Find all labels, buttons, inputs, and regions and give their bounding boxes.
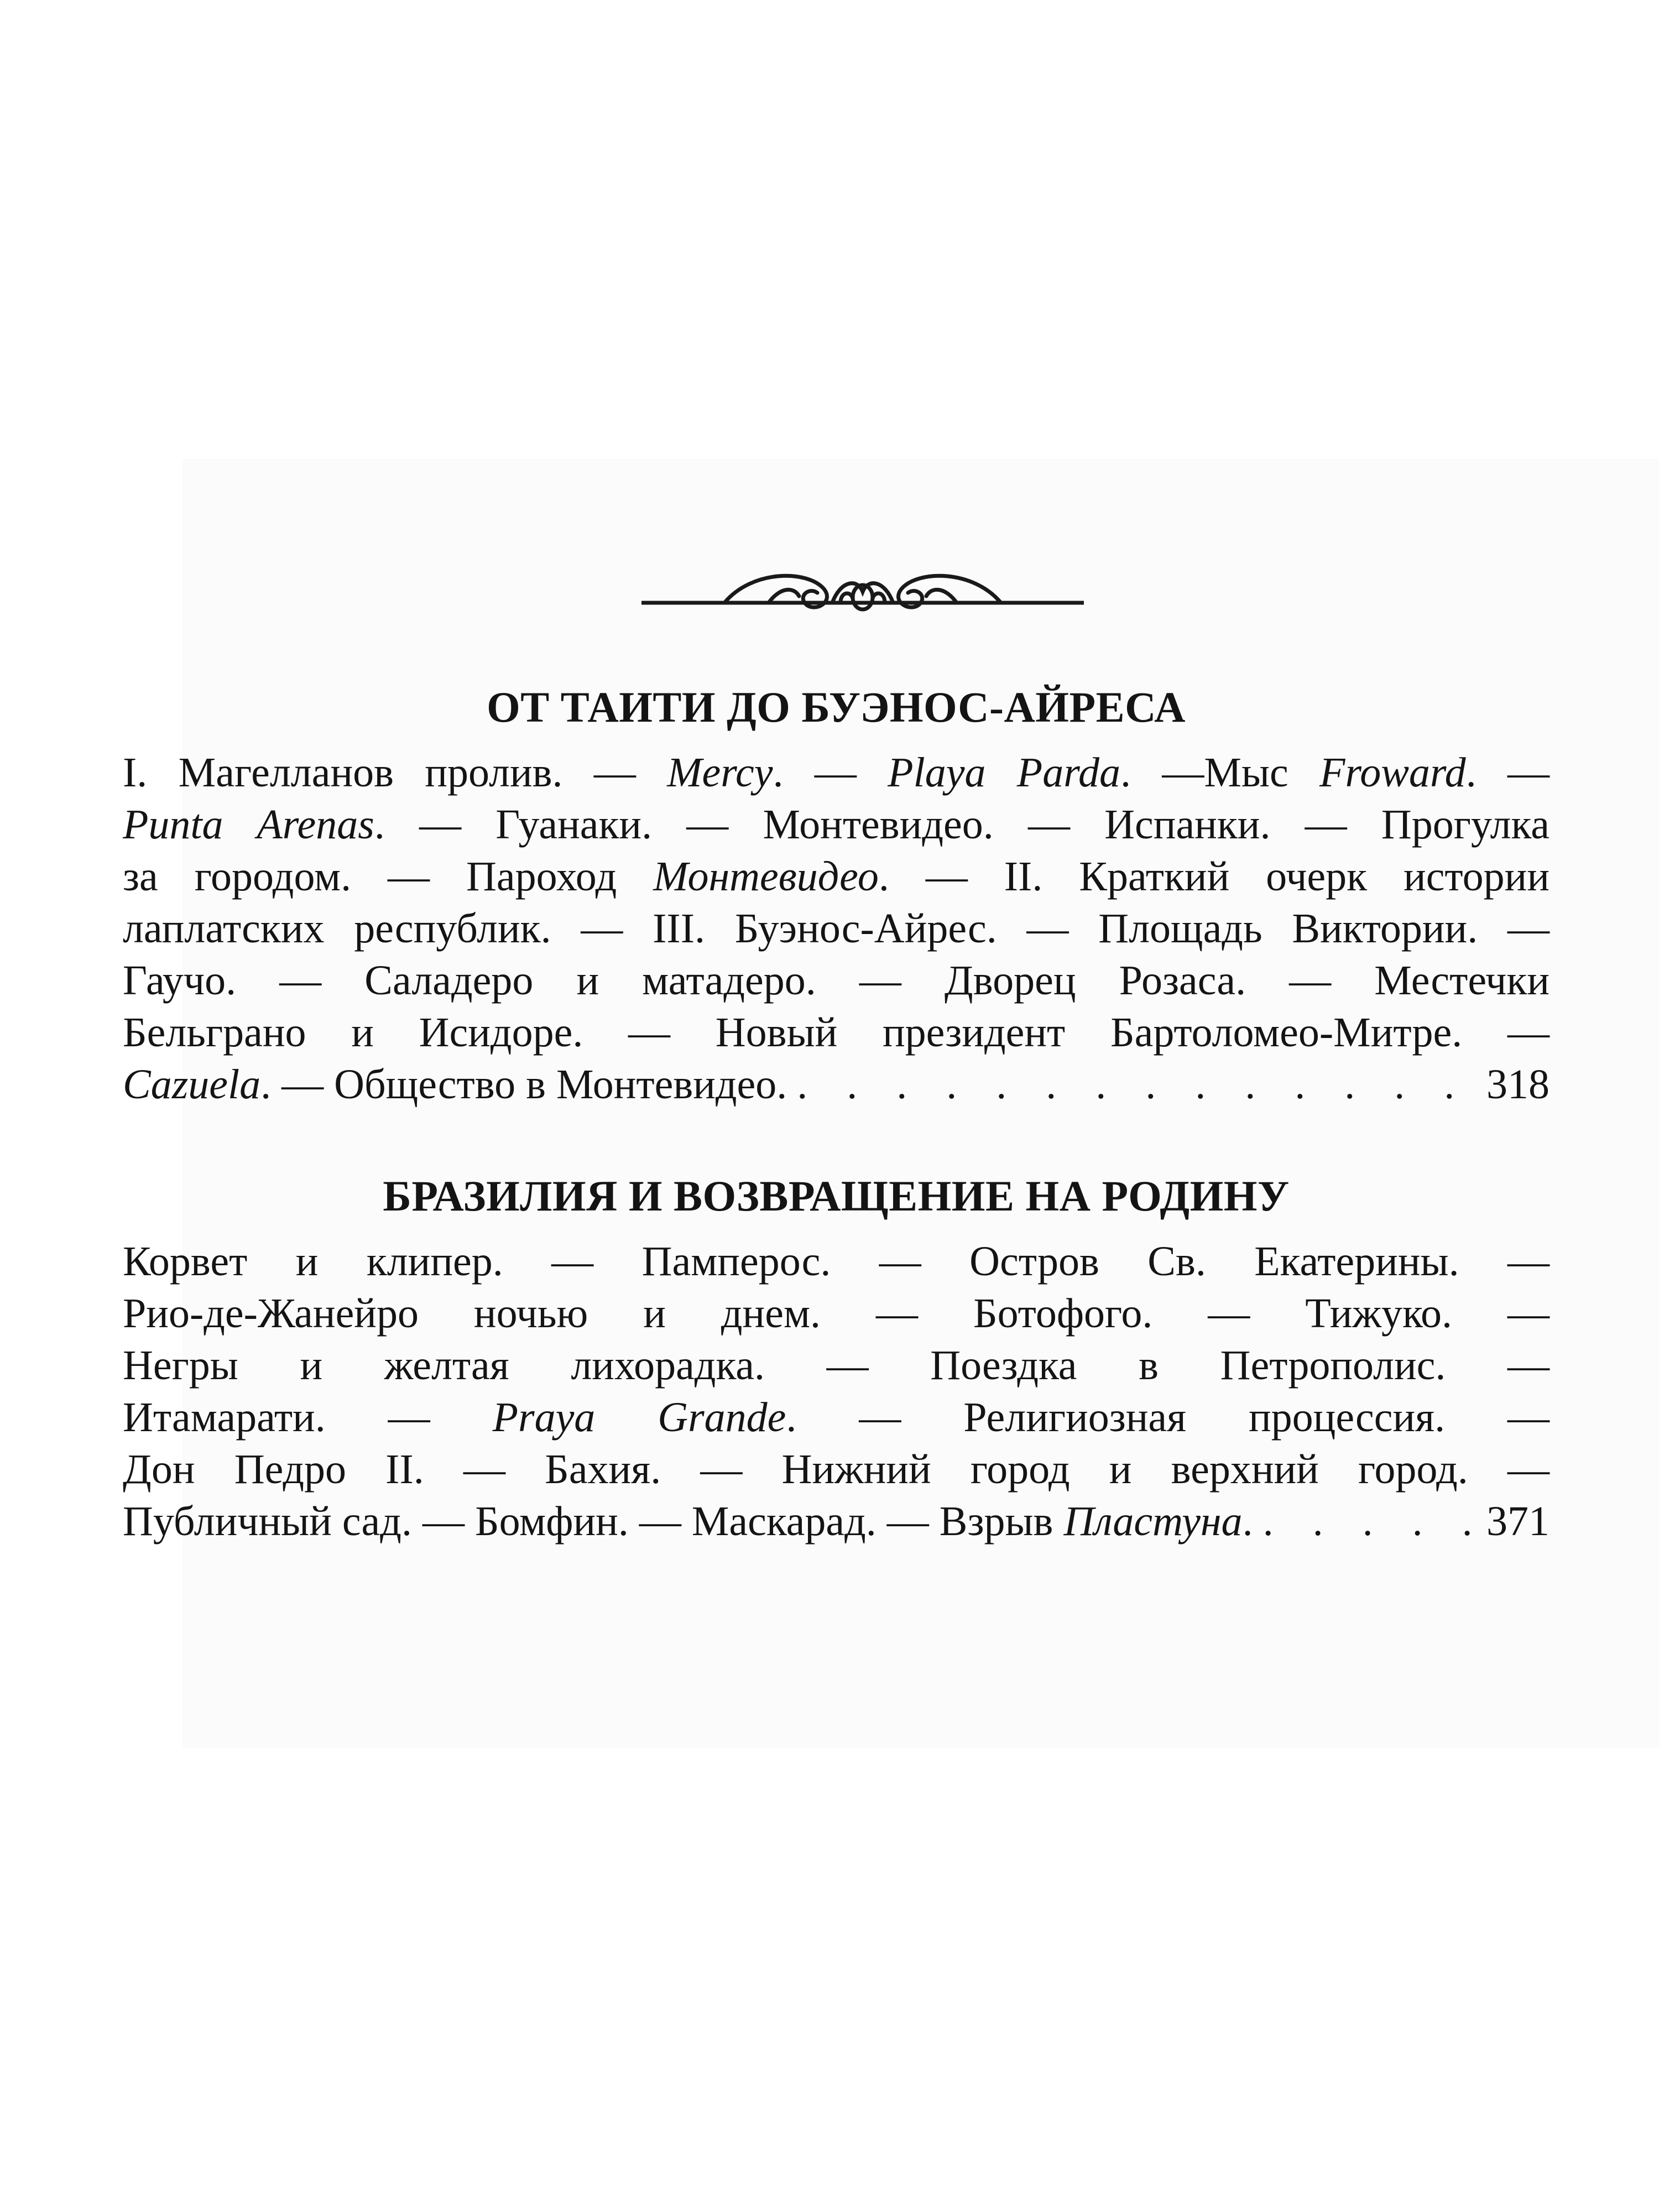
italic-term: Froward (1319, 749, 1466, 796)
table-of-contents (123, 675, 1550, 1547)
italic-term: Mercy (667, 749, 773, 796)
entry-last-text: Публичный сад. — Бомфин. — Маскарад. — Взрыв Пластуна. (123, 1498, 1253, 1545)
italic-term: Монтевидео (653, 853, 879, 900)
italic-term: Cazuela (123, 1061, 261, 1108)
leader-dots (797, 1058, 1477, 1110)
leader-dots (1263, 1495, 1477, 1547)
toc-entry (123, 747, 1550, 1110)
entry-line: Корвет и клипер. — Памперос. — Остров Св. Екатерины. — (123, 1238, 1550, 1285)
scroll-flourish-icon (641, 547, 1084, 630)
entry-last-text: Cazuela. — Общество в Монтевидео. (123, 1061, 787, 1108)
entry-line: Бельграно и Исидоре. — Новый президент Бартоломео-Митре. — (123, 1009, 1550, 1056)
section-title: ОТ ТАИТИ ДО БУЭНОС-АЙРЕСА (487, 683, 1186, 731)
entry-line: Гаучо. — Саладеро и матадеро. — Дворец Розаса. — Местечки (123, 957, 1550, 1004)
toc-entry (123, 1235, 1550, 1547)
entry-line: Рио-де-Жанейро ночью и днем. — Ботофого. — Тижуко. — (123, 1290, 1550, 1337)
page-number[interactable]: 318 (1486, 1061, 1550, 1108)
italic-term: Playa Parda (888, 749, 1120, 796)
entry-line: Punta Arenas. — Гуанаки. — Монтевидео. — Испанки. — Прогулка (123, 801, 1550, 848)
entry-last-line (123, 1058, 1550, 1110)
entry-line: Негры и желтая лихорадка. — Поездка в Петрополис. — (123, 1342, 1550, 1389)
italic-term: Punta Arenas (123, 801, 374, 848)
entry-line: Дон Педро II. — Бахия. — Нижний город и верхний город. — (123, 1446, 1550, 1493)
entry-line: I. Магелланов пролив. — Mercy. — Playa Parda. —Мыс Froward. — (123, 749, 1550, 796)
italic-term: Praya Grande (492, 1394, 786, 1441)
entry-line: Итамарати. — Praya Grande. — Религиозная процессия. — (123, 1394, 1550, 1441)
entry-line: лаплатских республик. — III. Буэнос-Айрес. — Площадь Виктории. — (123, 905, 1550, 952)
page-number[interactable]: 371 (1486, 1498, 1550, 1545)
italic-term: Пластуна (1063, 1498, 1243, 1545)
section-title: БРАЗИЛИЯ И ВОЗВРАЩЕНИЕ НА РОДИНУ (383, 1172, 1290, 1220)
entry-line: за городом. — Пароход Монтевидео. — II. Краткий очерк истории (123, 853, 1550, 900)
entry-last-line (123, 1495, 1550, 1547)
